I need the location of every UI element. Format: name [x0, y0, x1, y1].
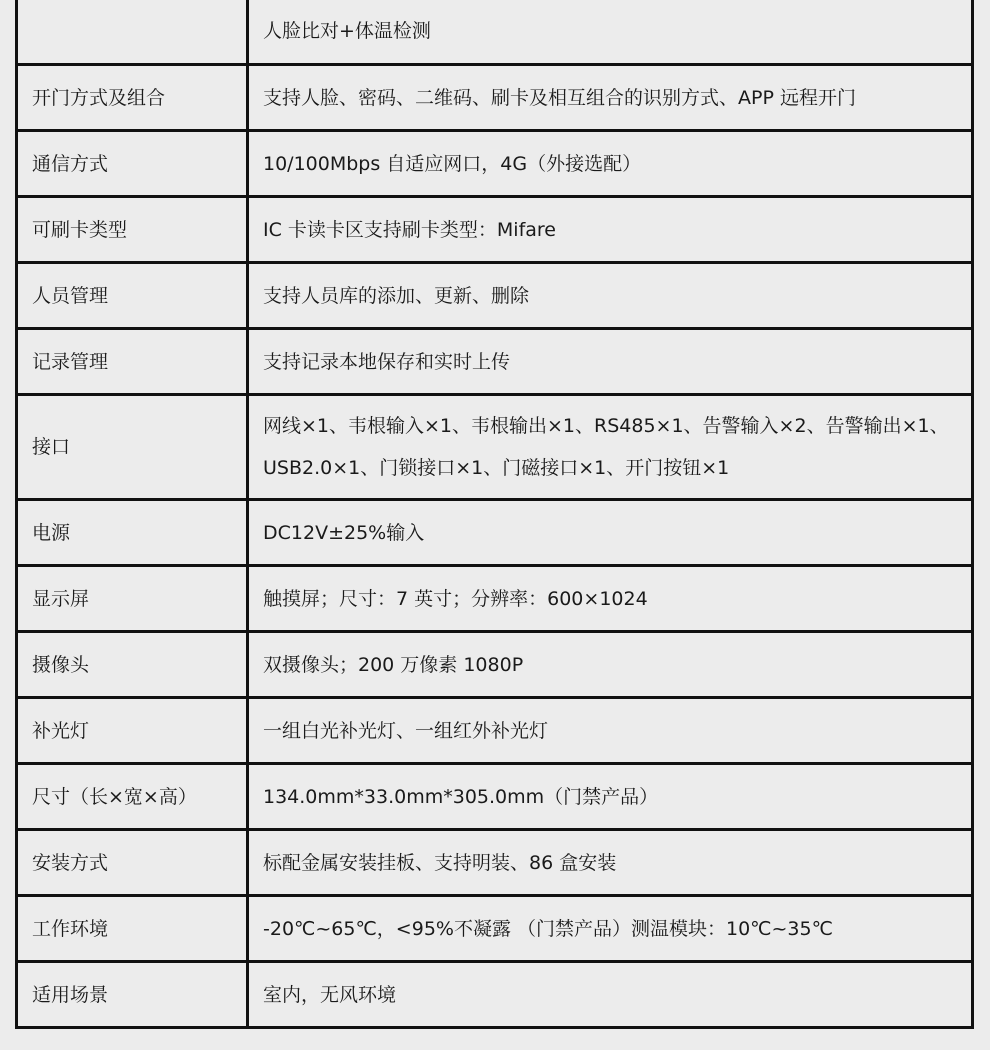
table-row [17, 65, 973, 131]
row-value: 10/100Mbps 自适应网口，4G（外接选配） [248, 131, 973, 197]
table-row [17, 500, 973, 566]
row-value: 支持人员库的添加、更新、删除 [248, 263, 973, 329]
row-label: 适用场景 [17, 962, 248, 1028]
table-row [17, 566, 973, 632]
table-row [17, 698, 973, 764]
row-value: 支持记录本地保存和实时上传 [248, 329, 973, 395]
spec-table [15, 0, 974, 1029]
row-value: 标配金属安装挂板、支持明装、86 盒安装 [248, 830, 973, 896]
row-label: 通信方式 [17, 131, 248, 197]
table-row [17, 764, 973, 830]
table-row [17, 395, 973, 500]
row-label: 尺寸（长×宽×高） [17, 764, 248, 830]
row-value: -20℃~65℃，<95%不凝露 （门禁产品）测温模块：10℃~35℃ [248, 896, 973, 962]
row-value: 网线×1、韦根输入×1、韦根输出×1、RS485×1、告警输入×2、告警输出×1、USB2.0×1、门锁接口×1、门磁接口×1、开门按钮×1 [248, 395, 973, 500]
row-label [17, 0, 248, 65]
row-value: 触摸屏；尺寸：7 英寸；分辨率：600×1024 [248, 566, 973, 632]
row-label: 开门方式及组合 [17, 65, 248, 131]
row-label: 显示屏 [17, 566, 248, 632]
table-row [17, 896, 973, 962]
table-row [17, 962, 973, 1028]
row-label: 电源 [17, 500, 248, 566]
row-value: IC 卡读卡区支持刷卡类型：Mifare [248, 197, 973, 263]
table-row [17, 131, 973, 197]
row-label: 补光灯 [17, 698, 248, 764]
table-row [17, 0, 973, 65]
row-value: 双摄像头；200 万像素 1080P [248, 632, 973, 698]
row-label: 可刷卡类型 [17, 197, 248, 263]
row-value: 支持人脸、密码、二维码、刷卡及相互组合的识别方式、APP 远程开门 [248, 65, 973, 131]
table-row [17, 263, 973, 329]
row-value: DC12V±25%输入 [248, 500, 973, 566]
table-row [17, 632, 973, 698]
table-row [17, 197, 973, 263]
row-label: 摄像头 [17, 632, 248, 698]
row-value: 室内，无风环境 [248, 962, 973, 1028]
row-label: 工作环境 [17, 896, 248, 962]
table-row [17, 329, 973, 395]
row-label: 记录管理 [17, 329, 248, 395]
row-label: 人员管理 [17, 263, 248, 329]
row-value: 人脸比对+体温检测 [248, 0, 973, 65]
row-value: 134.0mm*33.0mm*305.0mm（门禁产品） [248, 764, 973, 830]
row-label: 接口 [17, 395, 248, 500]
table-row [17, 830, 973, 896]
row-value: 一组白光补光灯、一组红外补光灯 [248, 698, 973, 764]
row-label: 安装方式 [17, 830, 248, 896]
